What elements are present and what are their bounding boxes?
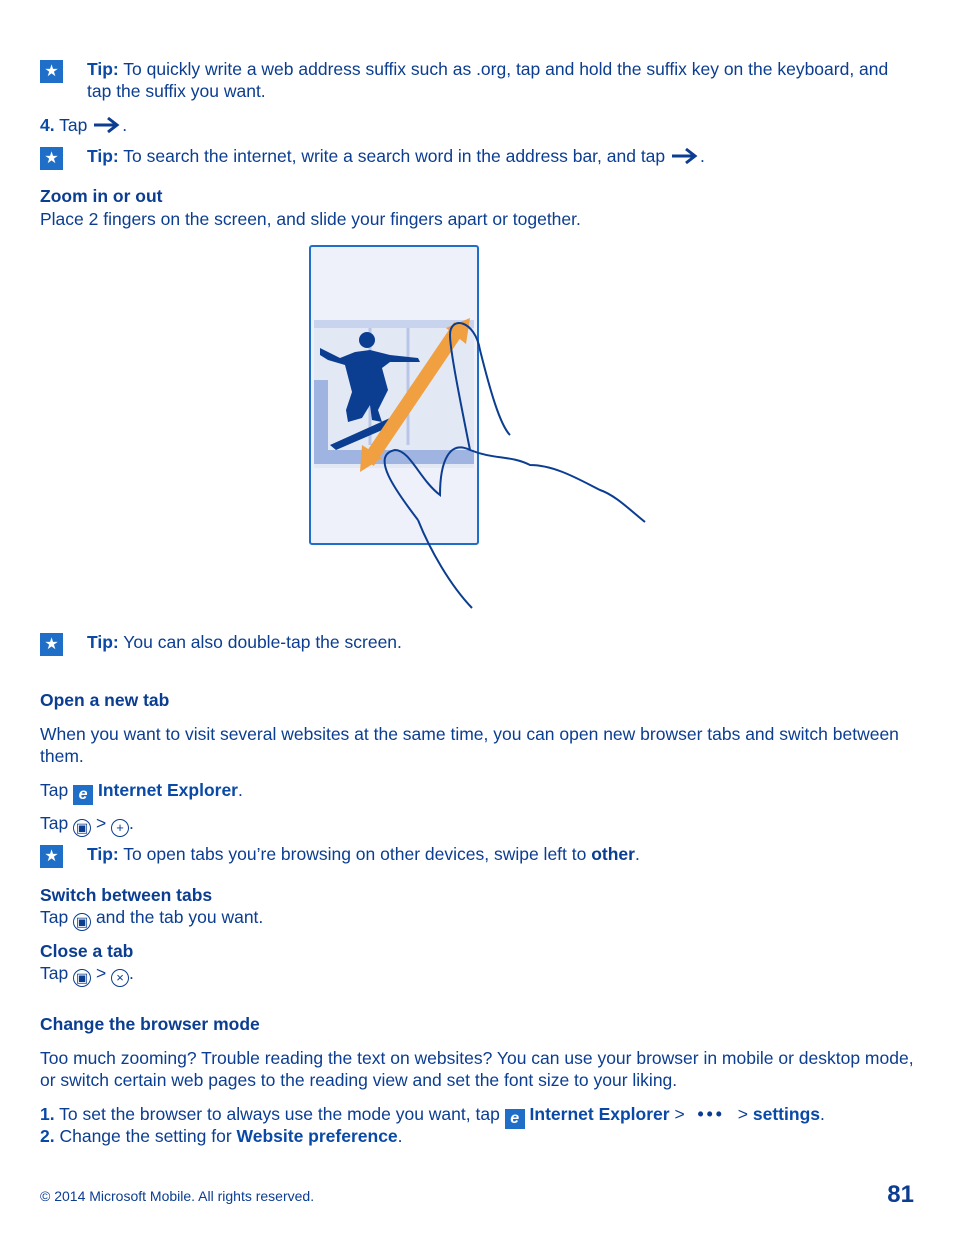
tabs-icon: ▣: [73, 969, 91, 987]
new-tab-text: When you want to visit several websites at the same time, you can open new browser tabs and switch between them.: [40, 724, 899, 766]
settings-label: settings: [752, 1104, 820, 1124]
section-title-close-tab: Close a tab: [40, 941, 134, 961]
section-title-new-tab: Open a new tab: [40, 690, 170, 710]
internet-explorer-icon: e: [505, 1109, 525, 1129]
arrow-right-icon: [670, 147, 700, 165]
tabs-icon: ▣: [73, 913, 91, 931]
new-tab-step-2: Tap ▣ > + .: [40, 813, 134, 835]
step-4: 4. Tap .: [40, 115, 128, 135]
tip-text: To search the internet, write a search word in the address bar, and tap: [118, 146, 666, 166]
tip-bold: other: [591, 844, 635, 864]
section-title-zoom: Zoom in or out: [40, 186, 163, 206]
app-name: Internet Explorer: [529, 1104, 670, 1124]
step-number: 4.: [40, 115, 55, 135]
setting-name: Website preference: [236, 1126, 398, 1146]
tip-text: To quickly write a web address suffix such as .org, tap and hold the suffix key on the keyboard, and tap the suffix you want.: [87, 59, 889, 101]
tip-3: [87, 631, 907, 653]
tip-2: Tip: To search the internet, write a search word in the address bar, and tap .: [87, 146, 705, 166]
tabs-icon: ▣: [73, 819, 91, 837]
tip-label: Tip:: [87, 632, 119, 652]
step-text: To set the browser to always use the mode you want, tap: [54, 1104, 505, 1124]
star-icon: ★: [40, 633, 63, 656]
new-tab-step-1: Tap e Internet Explorer.: [40, 780, 243, 803]
separator: >: [91, 963, 112, 983]
separator: >: [669, 1104, 690, 1124]
page-number: 81: [887, 1181, 914, 1208]
step-number: 2.: [40, 1126, 55, 1146]
separator: >: [91, 813, 112, 833]
zoom-gesture-illustration: [300, 240, 660, 615]
close-icon: ×: [111, 969, 129, 987]
browser-mode-step-2: 2. Change the setting for Website preference.: [40, 1126, 403, 1146]
arrow-right-icon: [92, 116, 122, 134]
copyright: © 2014 Microsoft Mobile. All rights reserved.: [40, 1188, 315, 1204]
step-text: Tap: [40, 963, 74, 983]
step-number: 1.: [40, 1104, 55, 1124]
section-title-browser-mode: Change the browser mode: [40, 1014, 260, 1034]
step-text: Tap: [40, 907, 74, 927]
step-text: Tap: [40, 780, 74, 800]
tip-text: You can also double-tap the screen.: [118, 632, 402, 652]
browser-mode-text: Too much zooming? Trouble reading the text on websites? You can use your browser in mobile or desktop mode, or switch certain web pages to the reading view and set the font size to your liking.: [40, 1048, 914, 1090]
tip-label: Tip:: [87, 146, 119, 166]
tip-label: Tip:: [87, 59, 119, 79]
browser-mode-step-1: 1. To set the browser to always use the mode you want, tap e Internet Explorer > ••• > settings.: [40, 1104, 825, 1127]
tip-4: Tip: To open tabs you’re browsing on other devices, swipe left to other.: [87, 844, 640, 864]
zoom-text: Place 2 fingers on the screen, and slide your fingers apart or together.: [40, 209, 581, 229]
more-icon: •••: [697, 1104, 725, 1124]
internet-explorer-icon: e: [73, 785, 93, 805]
section-title-switch-tabs: Switch between tabs: [40, 885, 213, 905]
tip-label: Tip:: [87, 844, 119, 864]
close-tab-text: Tap ▣ > × .: [40, 963, 134, 985]
step-text: and the tab you want.: [91, 907, 264, 927]
step-text: Tap: [54, 115, 88, 135]
switch-tabs-text: [40, 906, 263, 931]
step-text: Tap: [40, 813, 74, 833]
star-icon: ★: [40, 147, 63, 170]
star-icon: ★: [40, 60, 63, 83]
step-text: Change the setting for: [54, 1126, 237, 1146]
app-name: Internet Explorer: [97, 780, 238, 800]
plus-icon: +: [111, 819, 129, 837]
tip-text: To open tabs you’re browsing on other devices, swipe left to: [118, 844, 592, 864]
tip-1: [87, 58, 907, 102]
star-icon: ★: [40, 845, 63, 868]
separator: >: [732, 1104, 753, 1124]
